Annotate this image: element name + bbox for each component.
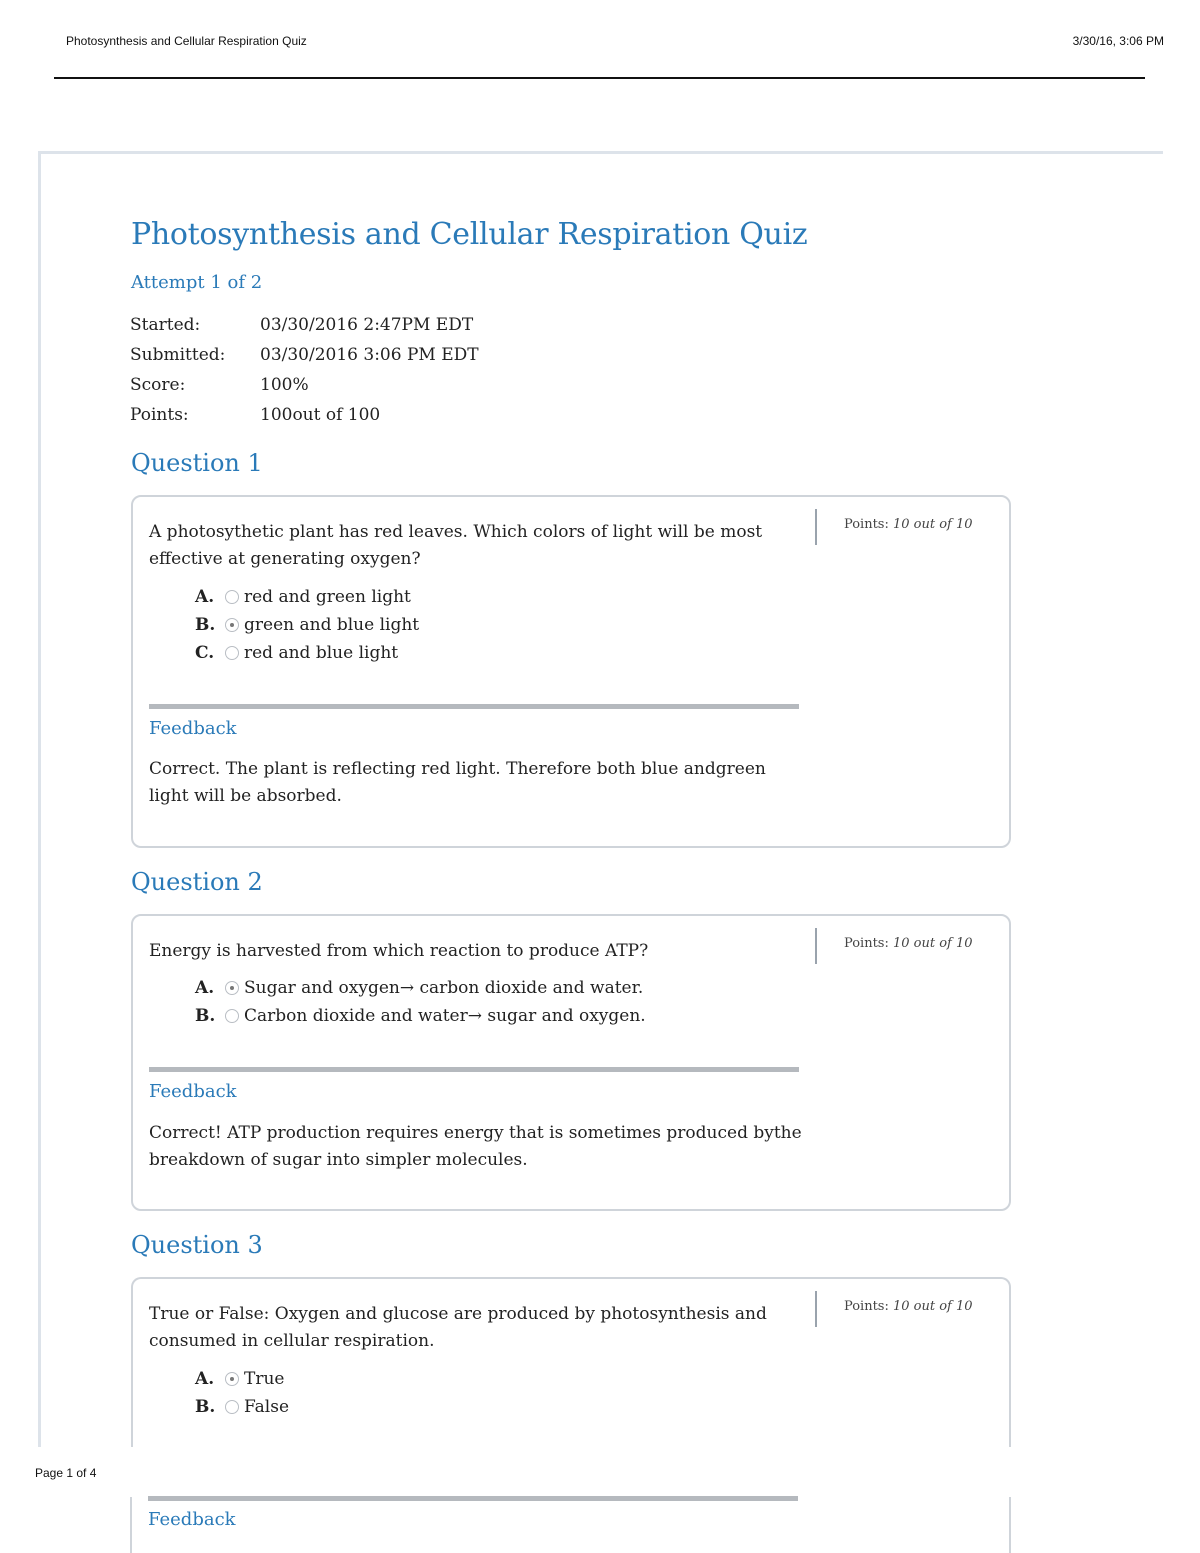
points-divider [815, 928, 817, 964]
page-break [0, 1447, 1200, 1497]
option-text: Sugar and oxygen→ carbon dioxide and water. [244, 978, 644, 998]
points-badge [844, 1299, 973, 1314]
page-number: Page 1 of 4 [35, 1466, 97, 1480]
option-letter: B. [195, 1397, 216, 1417]
answer-options [195, 1365, 289, 1421]
question-2-card [131, 914, 1011, 1211]
answer-option-b [195, 611, 419, 639]
points-value: 10 out of 10 [893, 517, 973, 532]
points-label: Points: [844, 517, 893, 532]
points-value: 10 out of 10 [893, 936, 973, 951]
question-text: True or False: Oxygen and glucose are produced by photosynthesis and consumed in cellular respiration. [149, 1304, 767, 1351]
answer-option-a [195, 974, 646, 1002]
card-right-border [1009, 1497, 1011, 1553]
radio-icon [225, 590, 239, 604]
option-letter: B. [195, 1006, 216, 1026]
summary-value: 03/30/2016 3:06 PM EDT [260, 345, 479, 365]
question-3-card [131, 1277, 1011, 1453]
summary-value: 100out of 100 [260, 405, 381, 425]
print-header-date: 3/30/16, 3:06 PM [1072, 34, 1164, 48]
feedback-text: Correct! ATP production requires energy that is sometimes produced bythe breakdown of sugar into simpler molecules. [149, 1123, 802, 1170]
answer-option-c [195, 639, 419, 667]
option-letter: B. [195, 615, 216, 635]
points-label: Points: [844, 936, 893, 951]
summary-label: Started: [130, 315, 201, 335]
option-letter: A. [195, 1369, 215, 1389]
feedback-divider [149, 704, 799, 709]
points-badge [844, 517, 973, 532]
summary-label: Points: [130, 405, 189, 425]
option-letter: A. [195, 587, 215, 607]
option-letter: A. [195, 978, 215, 998]
summary-label: Score: [130, 375, 186, 395]
feedback-heading: Feedback [149, 718, 237, 739]
card-left-border [130, 1497, 132, 1553]
option-text: True [244, 1369, 285, 1389]
answer-option-a [195, 1365, 289, 1393]
feedback-divider [149, 1067, 799, 1072]
points-badge [844, 936, 973, 951]
feedback-text: Correct. The plant is reflecting red light. Therefore both blue andgreen light will be absorbed. [149, 759, 766, 806]
option-text: Carbon dioxide and water→ sugar and oxygen. [244, 1006, 646, 1026]
question-text: Energy is harvested from which reaction to produce ATP? [149, 941, 649, 961]
print-header-title: Photosynthesis and Cellular Respiration Quiz [66, 34, 307, 48]
feedback-divider [148, 1496, 798, 1501]
option-text: False [244, 1397, 289, 1417]
radio-selected-icon [225, 1372, 239, 1386]
feedback-heading: Feedback [149, 1081, 237, 1102]
points-value: 10 out of 10 [893, 1299, 973, 1314]
feedback-heading: Feedback [148, 1509, 236, 1530]
option-text: green and blue light [244, 615, 420, 635]
points-divider [815, 509, 817, 545]
attempt-label: Attempt 1 of 2 [131, 272, 263, 293]
radio-selected-icon [225, 981, 239, 995]
page-title: Photosynthesis and Cellular Respiration Quiz [131, 217, 808, 252]
radio-icon [225, 646, 239, 660]
question-text: A photosythetic plant has red leaves. Which colors of light will be most effective at generating oxygen? [149, 522, 763, 569]
radio-selected-icon [225, 618, 239, 632]
answer-option-b [195, 1393, 289, 1421]
question-1-card [131, 495, 1011, 848]
points-label: Points: [844, 1299, 893, 1314]
print-header-divider [54, 77, 1145, 79]
answer-option-a [195, 583, 419, 611]
summary-value: 100% [260, 375, 309, 395]
answer-options [195, 974, 646, 1030]
option-text: red and blue light [244, 643, 399, 663]
option-letter: C. [195, 643, 215, 663]
question-1-heading: Question 1 [131, 449, 263, 477]
radio-icon [225, 1009, 239, 1023]
points-divider [815, 1291, 817, 1327]
question-3-heading: Question 3 [131, 1231, 263, 1259]
radio-icon [225, 1400, 239, 1414]
summary-label: Submitted: [130, 345, 226, 365]
option-text: red and green light [244, 587, 411, 607]
question-2-heading: Question 2 [131, 868, 263, 896]
answer-options [195, 583, 419, 667]
summary-value: 03/30/2016 2:47PM EDT [260, 315, 474, 335]
answer-option-b [195, 1002, 646, 1030]
